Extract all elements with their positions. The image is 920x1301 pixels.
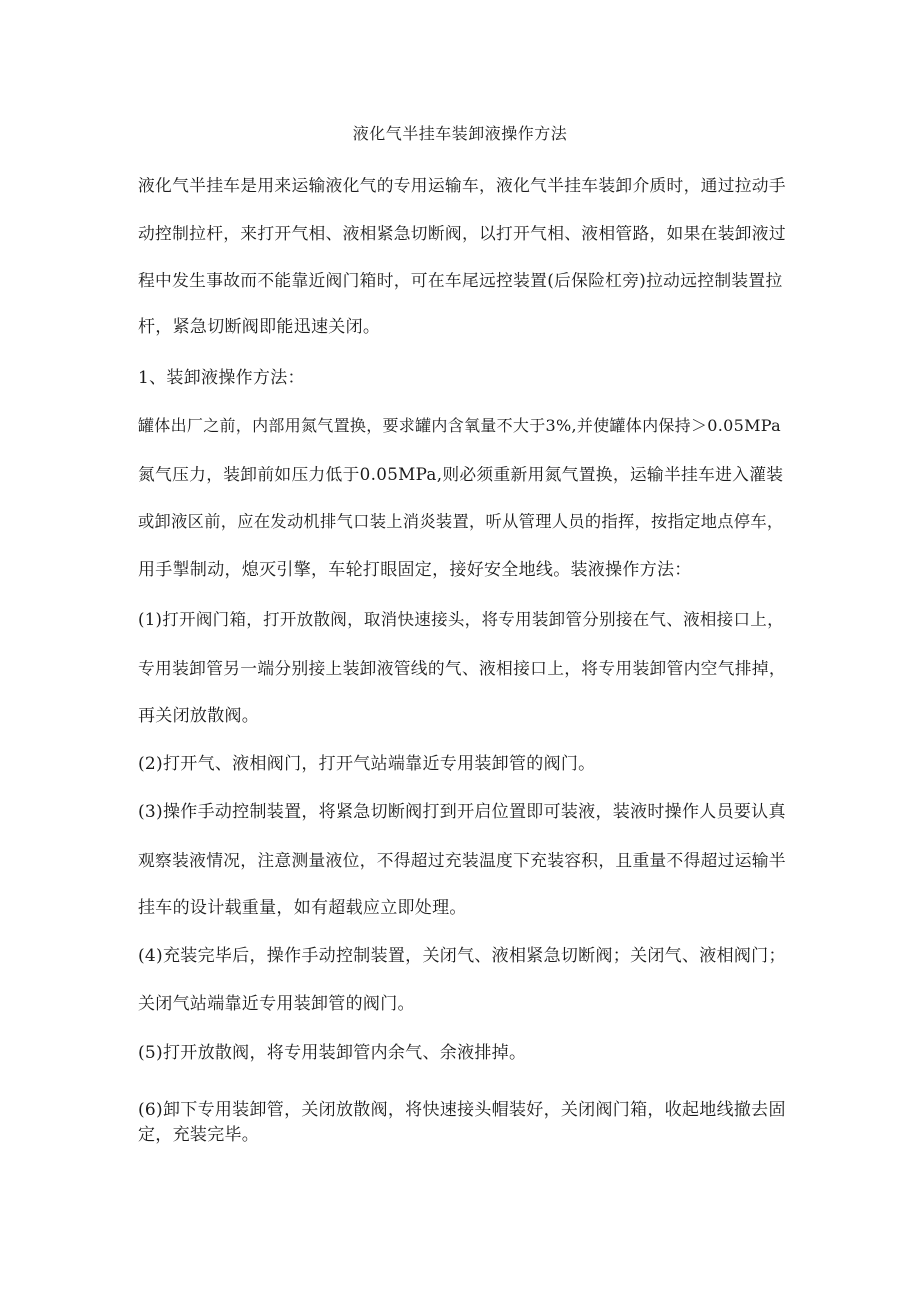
step-line: (4)充装完毕后，操作手动控制装置，关闭气、液相紧急切断阀；关闭气、液相阀门； bbox=[138, 946, 786, 966]
step-line: (6)卸下专用装卸管，关闭放散阀，将快速接头帽装好，关闭阀门箱，收起地线撤去固 bbox=[138, 1100, 786, 1120]
text-line: 再关闭放散阀。 bbox=[138, 706, 260, 726]
text-line: 程中发生事故而不能靠近阀门箱时，可在车尾远控装置(后保险杠旁)拉动远控制装置拉 bbox=[138, 270, 783, 290]
text-line: 动控制拉杆，来打开气相、液相紧急切断阀，以打开气相、液相管路，如果在装卸液过 bbox=[138, 223, 786, 243]
section-heading: 1、装卸液操作方法： bbox=[138, 368, 305, 388]
text-line: 或卸液区前，应在发动机排气口装上消炎装置，听从管理人员的指挥，按指定地点停车， bbox=[138, 512, 784, 531]
text-line: 杆，紧急切断阀即能迅速关闭。 bbox=[138, 317, 381, 337]
step-line: (3)操作手动控制装置，将紧急切断阀打到开启位置即可装液，装液时操作人员要认真 bbox=[138, 802, 786, 822]
text-line: 观察装液情况，注意测量液位，不得超过充装温度下充装容积，且重量不得超过运输半 bbox=[138, 850, 786, 870]
text-line: 液化气半挂车是用来运输液化气的专用运输车，液化气半挂车装卸介质时，通过拉动手 bbox=[138, 175, 786, 195]
text-line: 专用装卸管另一端分别接上装卸液管线的气、液相接口上，将专用装卸管内空气排掉， bbox=[138, 658, 786, 678]
text-line: 用手掣制动，熄灭引擎，车轮打眼固定，接好安全地线。装液操作方法： bbox=[138, 560, 692, 580]
text-line: 罐体出厂之前，内部用氮气置换，要求罐内含氧量不大于3%,并使罐体内保持＞0.05MPa bbox=[138, 416, 781, 435]
text-line: 关闭气站端靠近专用装卸管的阀门。 bbox=[138, 994, 415, 1014]
text-line: 挂车的设计载重量，如有超载应立即处理。 bbox=[138, 898, 467, 918]
step-line: (2)打开气、液相阀门，打开气站端靠近专用装卸管的阀门。 bbox=[138, 754, 596, 774]
text-line: 氮气压力，装卸前如压力低于0.05MPa,则必须重新用氮气置换，运输半挂车进入灌装 bbox=[138, 464, 784, 484]
document-title: 液化气半挂车装卸液操作方法 bbox=[352, 124, 568, 143]
step-line: (5)打开放散阀，将专用装卸管内余气、余液排掉。 bbox=[138, 1043, 527, 1063]
step-line: (1)打开阀门箱，打开放散阀，取消快速接头，将专用装卸管分别接在气、液相接口上， bbox=[138, 610, 784, 629]
text-line: 定，充装完毕。 bbox=[138, 1125, 260, 1145]
